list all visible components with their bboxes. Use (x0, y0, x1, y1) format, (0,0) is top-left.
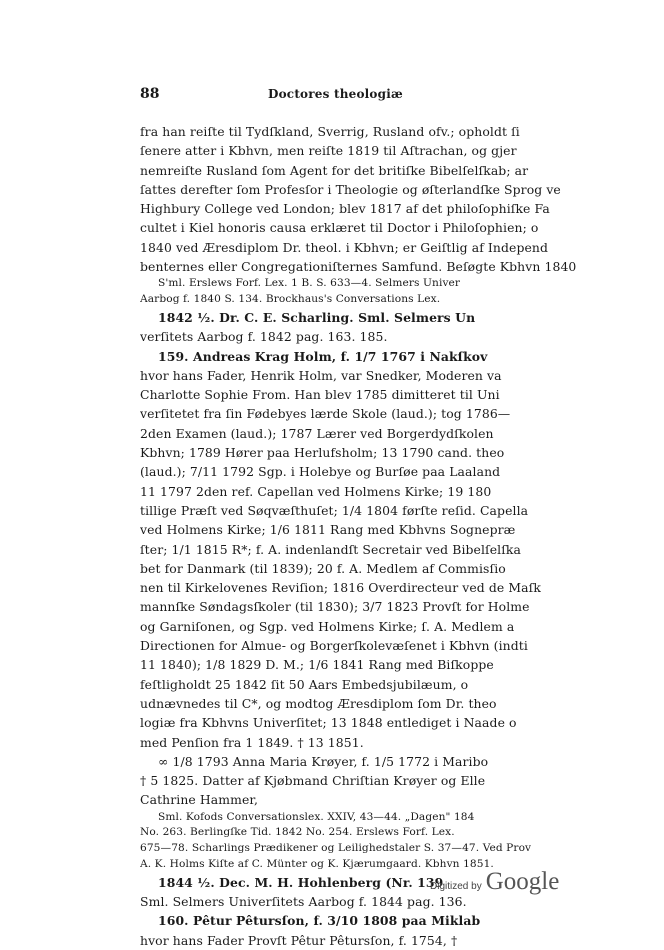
text-line: med Penſion fra 1 1849. † 13 1851. (140, 734, 364, 750)
digitized-label: Digitized by (430, 881, 482, 892)
page-header (140, 86, 620, 104)
text-line: 1844 ½. Dec. M. H. Hohlenberg (Nr. 139 (158, 874, 444, 890)
text-line: nen til Kirkelovenes Reviſion; 1816 Overdirecteur ved de Maſk (140, 580, 541, 596)
text-line: udnævnedes til C*, og modtog Æresdiplom ſom Dr. theo (140, 695, 497, 711)
text-line: 1842 ½. Dr. C. E. Scharling. Sml. Selmers Un (158, 309, 476, 325)
body-text (140, 122, 642, 950)
text-line: 11 1840); 1/8 1829 D. M.; 1/6 1841 Rang med Biſkoppe (140, 657, 494, 673)
text-line: Aarbog f. 1840 S. 134. Brockhaus's Conversations Lex. (140, 293, 441, 306)
text-line: benternes eller Congregationiſternes Samfund. Beſøgte Kbhvn 1840 (140, 259, 577, 275)
text-line: A. K. Holms Kiſte af C. Münter og K. Kjærumgaard. Kbhvn 1851. (140, 858, 494, 871)
text-line: Sml. Kofods Conversationslex. XXIV, 43—44. „Dagen" 184 (158, 810, 475, 823)
text-line: No. 263. Berlingſke Tid. 1842 No. 254. Erslews Forf. Lex. (140, 826, 455, 839)
text-line: logiæ fra Kbhvns Univerſitet; 13 1848 entlediget i Naade o (140, 715, 517, 731)
text-line: Cathrine Hammer, (140, 792, 259, 808)
text-line: ſenere atter i Kbhvn, men reiſte 1819 til Aſtrachan, og gjer (140, 143, 517, 159)
text-line: cultet i Kiel honoris causa erklæret til Doctor i Philoſophien; o (140, 220, 539, 236)
text-line: 2den Examen (laud.); 1787 Lærer ved Borgerdydſkolen (140, 425, 494, 441)
text-line: Directionen for Almue- og Borgerſkolevæſenet i Kbhvn (indti (140, 638, 528, 654)
text-line: 160. Pêtur Pêtursſon, f. 3/10 1808 paa Miklab (158, 913, 481, 929)
page-number: 88 (140, 86, 160, 102)
text-line: nemreiſte Rusland ſom Agent for det britiſke Bibelſelſkab; ar (140, 162, 529, 178)
digitized-by-google-watermark (430, 868, 559, 896)
text-line: ſattes derefter ſom Profesſor i Theologie og øſterlandſke Sprog ve (140, 181, 561, 197)
text-line: bet for Danmark (til 1839); 20 f. A. Medlem af Commisſio (140, 560, 506, 576)
text-line: Sml. Selmers Univerſitets Aarbog f. 1844 pag. 136. (140, 894, 467, 910)
text-line: mannſke Søndagsſkoler (til 1830); 3/7 1823 Provſt for Holme (140, 599, 530, 615)
text-line: Charlotte Sophie From. Han blev 1785 dimitteret til Uni (140, 387, 500, 403)
text-line: † 5 1825. Datter af Kjøbmand Chriſtian Krøyer og Elle (140, 773, 486, 789)
text-line: S'ml. Erslews Forf. Lex. 1 B. S. 633—4. Selmers Univer (158, 277, 461, 290)
text-line: hvor hans Fader, Henrik Holm, var Snedker, Moderen va (140, 367, 502, 383)
text-line: ∞ 1/8 1793 Anna Maria Krøyer, f. 1/5 1772 i Maribo (158, 753, 489, 769)
text-line: (laud.); 7/11 1792 Sgp. i Holebye og Burſøe paa Laaland (140, 464, 501, 480)
text-line: fra han reiſte til Tydſkland, Sverrig, Rusland ofv.; opholdt ſi (140, 124, 520, 139)
text-line: 675—78. Scharlings Prædikener og Leilighedstaler S. 37—47. Ved Prov (140, 842, 532, 855)
text-line: Highbury College ved London; blev 1817 af det philoſophiſke Fa (140, 201, 550, 217)
text-line: 1840 ved Æresdiplom Dr. theol. i Kbhvn; er Geiſtlig af Independ (140, 239, 549, 255)
text-line: Kbhvn; 1789 Hører paa Herlufsholm; 13 1790 cand. theo (140, 445, 505, 461)
text-line: ſter; 1/1 1815 R*; f. A. indenlandſt Secretair ved Bibelſelſka (140, 541, 521, 557)
text-line: hvor hans Fader Provſt Pêtur Pêtursſon, f. 1754, † (140, 932, 458, 948)
running-title: Doctores theologiæ (268, 87, 403, 101)
text-line: 11 1797 2den ref. Capellan ved Holmens Kirke; 19 180 (140, 483, 492, 499)
google-logo: Google (485, 868, 560, 895)
text-line: 159. Andreas Krag Holm, f. 1/7 1767 i Nakſkov (158, 348, 488, 364)
text-line: verſitetet fra ſin Fødebyes lærde Skole (laud.); tog 1786— (140, 406, 511, 422)
text-line: feſtligholdt 25 1842 ſit 50 Aars Embedsjubilæum, o (140, 676, 469, 692)
text-line: ved Holmens Kirke; 1/6 1811 Rang med Kbhvns Sognepræ (140, 522, 516, 538)
text-line: og Garniſonen, og Sgp. ved Holmens Kirke; ſ. A. Medlem a (140, 618, 515, 634)
text-line: tillige Præſt ved Søqvæſthuſet; 1/4 1804 førſte reſid. Capella (140, 502, 529, 518)
text-line: verſitets Aarbog f. 1842 pag. 163. 185. (140, 329, 388, 345)
